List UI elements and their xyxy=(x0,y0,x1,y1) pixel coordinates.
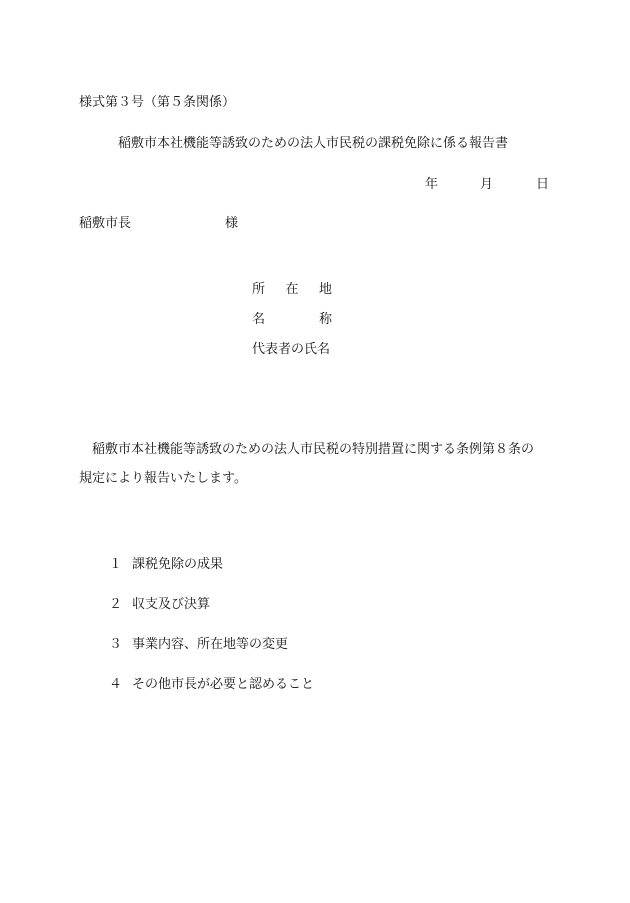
representative-label: 代表者の氏名 xyxy=(252,342,331,357)
company-name-label-char-2: 称 xyxy=(318,312,332,327)
location-label-char-3: 地 xyxy=(318,282,332,297)
body-text-line-1: 稲敷市本社機能等誘致のための法人市民税の特別措置に関する条例第８条の xyxy=(92,442,535,457)
date-month-label: 月 xyxy=(480,177,494,192)
item-number: １ xyxy=(109,557,123,572)
addressee-honorific: 様 xyxy=(225,216,239,231)
item-text: その他市長が必要と認めること xyxy=(132,677,315,692)
item-text: 課税免除の成果 xyxy=(132,557,224,572)
item-text: 事業内容、所在地等の変更 xyxy=(132,637,289,652)
location-label-char-2: 在 xyxy=(285,282,299,297)
form-number: 様式第３号（第５条関係） xyxy=(79,95,236,110)
item-number: ２ xyxy=(109,597,123,612)
date-day-label: 日 xyxy=(536,177,550,192)
company-name-label-char-1: 名 xyxy=(252,312,266,327)
item-text: 収支及び決算 xyxy=(132,597,211,612)
item-number: ３ xyxy=(109,637,123,652)
item-number: ４ xyxy=(109,677,123,692)
location-label-char-1: 所 xyxy=(252,282,266,297)
company-name-label xyxy=(252,313,332,326)
location-label xyxy=(252,283,332,296)
date-year-label: 年 xyxy=(425,177,439,192)
body-text-line-2: 規定により報告いたします。 xyxy=(79,471,247,486)
addressee-name: 稲敷市長 xyxy=(79,216,132,231)
document-title: 稲敷市本社機能等誘致のための法人市民税の課税免除に係る報告書 xyxy=(118,136,509,151)
